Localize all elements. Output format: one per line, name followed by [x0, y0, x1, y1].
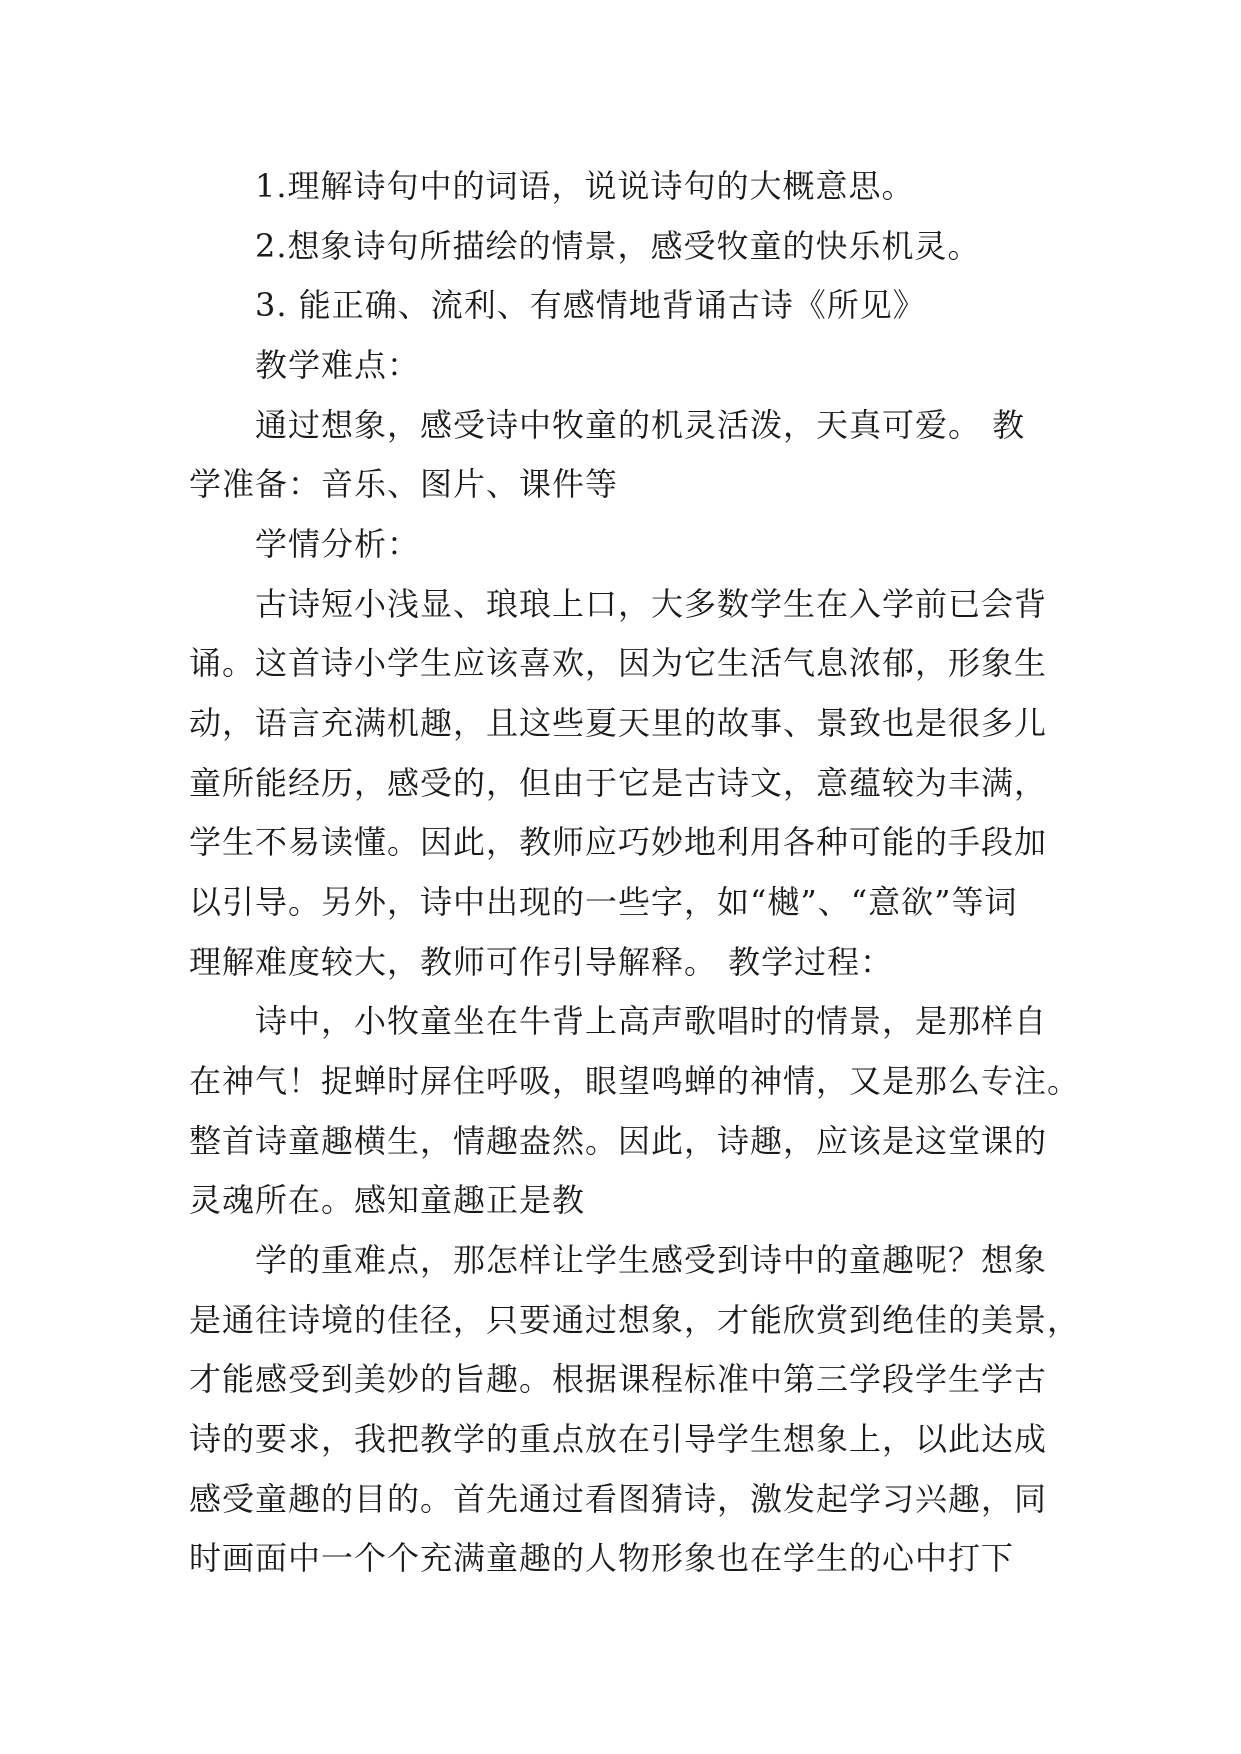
- paragraph-line: 诗的要求，我把教学的重点放在引导学生想象上，以此达成: [189, 1420, 1048, 1458]
- paragraph-line: 理解难度较大，教师可作引导解释。 教学过程：: [189, 943, 894, 981]
- objective-3: 3. 能正确、流利、有感情地背诵古诗《所见》: [255, 286, 926, 324]
- paragraph-line: 学生不易读懂。因此，教师应巧妙地利用各种可能的手段加: [189, 823, 1048, 861]
- paragraph-line: 在神气！捉蝉时屏住呼吸，眼望鸣蝉的神情，又是那么专注。: [189, 1062, 1081, 1100]
- paragraph-line: 学准备：音乐、图片、课件等: [189, 465, 619, 503]
- paragraph-line: 以引导。另外，诗中出现的一些字，如“樾”、“意欲”等词: [189, 883, 1018, 921]
- paragraph-line: 诵。这首诗小学生应该喜欢，因为它生活气息浓郁，形象生: [189, 644, 1048, 682]
- paragraph-line: 感受童趣的目的。首先通过看图猜诗，激发起学习兴趣，同: [189, 1480, 1048, 1518]
- paragraph-line: 童所能经历，感受的，但由于它是古诗文，意蕴较为丰满，: [189, 764, 1048, 802]
- paragraph-line: 才能感受到美妙的旨趣。根据课程标准中第三学段学生学古: [189, 1360, 1048, 1398]
- heading-difficulty: 教学难点：: [255, 346, 421, 384]
- paragraph-line: 诗中，小牧童坐在牛背上高声歌唱时的情景，是那样自: [255, 1002, 1048, 1040]
- objective-1: 1.理解诗句中的词语，说说诗句的大概意思。: [255, 167, 915, 205]
- paragraph-line: 古诗短小浅显、琅琅上口，大多数学生在入学前已会背: [255, 585, 1048, 623]
- paragraph-line: 灵魂所在。感知童趣正是教: [189, 1181, 586, 1219]
- paragraph-line: 是通往诗境的佳径，只要通过想象，才能欣赏到绝佳的美景，: [189, 1301, 1081, 1339]
- objective-2: 2.想象诗句所描绘的情景，感受牧童的快乐机灵。: [255, 227, 981, 265]
- paragraph-line: 通过想象，感受诗中牧童的机灵活泼，天真可爱。 教: [255, 406, 1026, 444]
- paragraph-line: 时画面中一个个充满童趣的人物形象也在学生的心中打下: [189, 1539, 1015, 1577]
- heading-analysis: 学情分析：: [255, 525, 421, 563]
- paragraph-line: 学的重难点，那怎样让学生感受到诗中的童趣呢？想象: [255, 1241, 1048, 1279]
- paragraph-line: 动，语言充满机趣，且这些夏天里的故事、景致也是很多儿: [189, 704, 1048, 742]
- paragraph-line: 整首诗童趣横生，情趣盎然。因此，诗趣，应该是这堂课的: [189, 1122, 1048, 1160]
